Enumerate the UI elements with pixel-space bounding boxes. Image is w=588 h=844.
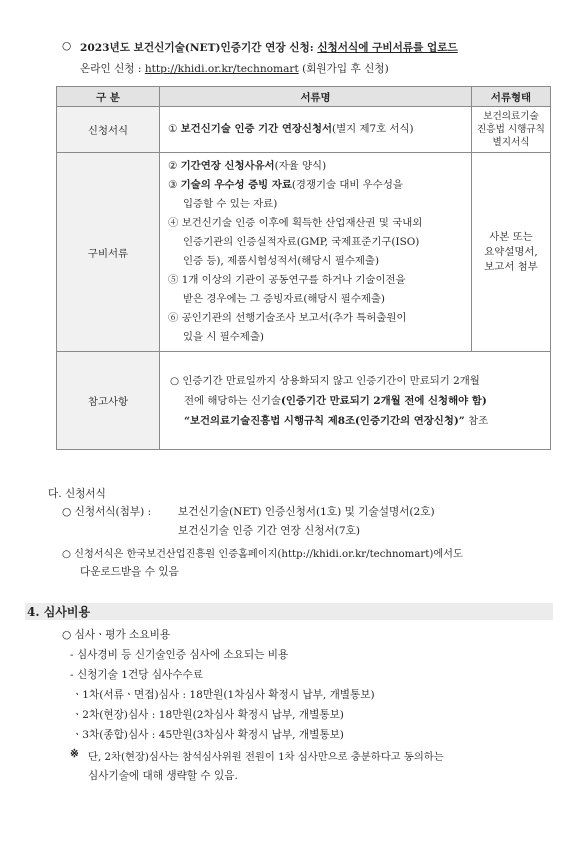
section4-header-bar [25, 603, 553, 620]
item-continuation: 있을 시 필수제출) [183, 331, 264, 343]
cost-line: - 신청기술 1건당 심사수수료 [70, 669, 203, 681]
notes-line [170, 371, 542, 391]
row-category-notes: 참고사항 [57, 352, 160, 450]
application-form-line [160, 116, 471, 143]
technomart-link[interactable]: http://khidi.or.kr/technomart [144, 63, 299, 75]
notes-line [170, 411, 542, 431]
form-type-line: 보고서 첨부 [484, 260, 538, 273]
notes-cell [160, 352, 551, 450]
table-row [57, 352, 551, 450]
header-document-type: 서류형태 [472, 87, 551, 107]
forms-download-line1: ○ 신청서식은 한국보건산업진흥원 인증홈페이지(http://khidi.or.kr/technomart)에서도 [62, 549, 463, 560]
item-number: ④ [168, 217, 179, 229]
notes-reference: 참조 [464, 414, 489, 427]
item-title: 기간연장 신청사유서 [180, 160, 275, 172]
list-item [168, 176, 463, 195]
online-application-line [80, 61, 389, 76]
notes-bullet: ○ [170, 374, 180, 387]
row-category-required-documents: 구비서류 [57, 153, 160, 352]
form-type-line: 별지서식 [492, 137, 530, 148]
forms-attachment-label: ○ 신청서식(첨부) : [62, 506, 152, 518]
list-item [168, 271, 463, 290]
item-text: (경쟁기술 대비 우수성을 [291, 179, 403, 191]
forms-download-line2: 다운로드받을 수 있음 [80, 566, 179, 578]
item-title: 기술의 우수성 증빙 자료 [180, 179, 292, 191]
submission-instruction [80, 40, 458, 55]
application-form-title: 보건신기술 인증 기간 연장신청서 [180, 123, 333, 135]
item-continuation: 인증 등), 제품시험성적서(해당시 필수제출) [183, 255, 380, 267]
item-number: ② [168, 160, 178, 172]
required-documents-type [472, 153, 551, 352]
section4-heading [27, 603, 90, 620]
cost-line: ○ 심사ㆍ평가 소요비용 [62, 629, 171, 641]
forms-attachment-line1: 보건신기술(NET) 인증신청서(1호) 및 기술설명서(2호) [178, 506, 435, 518]
header-document-name: 서류명 [160, 87, 472, 107]
notes-line1: 인증기간 만료일까지 상용화되지 않고 인증기간이 만료되기 2개월 [182, 374, 480, 387]
item-continuation: 입증할 수 있는 자료) [183, 198, 278, 210]
submission-bullet: ○ [62, 40, 72, 52]
list-item [168, 214, 463, 233]
online-application-label: 온라인 신청 : [80, 63, 145, 75]
form-type-line: 요약설명서, [484, 245, 538, 258]
form-type-line: 진흥법 시행규칙 [477, 124, 545, 135]
cost-line: - 심사경비 등 신기술인증 심사에 소요되는 비용 [70, 649, 289, 661]
item-continuation: 인증기관의 인증실적자료(GMP, 국제표준기구(ISO) [183, 236, 420, 248]
notes-text [160, 365, 550, 437]
section4-title: 심사비용 [43, 605, 91, 619]
notes-line2: 전에 해당하는 신기술 [184, 394, 281, 407]
header-category: 구 분 [57, 87, 160, 107]
membership-note: (회원가입 후 신청) [298, 63, 389, 75]
section-da-title: 다. 신청서식 [48, 488, 106, 500]
form-type-line: 사본 또는 [489, 230, 533, 243]
application-form-note: (별지 제7호 서식) [332, 123, 414, 135]
cost-line: ㆍ1차(서류ㆍ면접)심사 : 18만원(1차심사 확정시 납부, 개별통보) [72, 689, 375, 701]
row-category-application-form: 신청서식 [57, 107, 160, 153]
note-line1: 단, 2차(현장)심사는 참석심사위원 전원이 1차 심사만으로 충분하다고 동의하는 [88, 751, 444, 763]
notes-line [170, 391, 542, 411]
list-item [168, 309, 463, 328]
item-number: ① [168, 123, 178, 135]
item-text: 공인기관의 선행기술조사 보고서(추가 특허출원이 [181, 312, 407, 324]
forms-attachment-line2: 보건신기술 인증 기간 연장 신청서(7호) [178, 525, 360, 537]
application-form-cell [160, 107, 472, 153]
notes-deadline: (인증기간 만료되기 2개월 전에 신청해야 함) [280, 394, 487, 407]
note-mark: ※ [70, 748, 79, 760]
cost-line: ㆍ3차(종합)심사 : 45만원(3차심사 확정시 납부, 개별통보) [72, 729, 344, 741]
item-number: ③ [168, 179, 178, 191]
required-documents-cell [160, 153, 472, 352]
notes-regulation: “보건의료기술진흥법 시행규칙 제8조(인증기간의 연장신청)” [184, 414, 465, 427]
note-line2: 심사기술에 대해 생략할 수 있음. [88, 770, 238, 782]
section4-number: 4. [27, 605, 40, 619]
documents-table [56, 86, 551, 450]
table-row [57, 107, 551, 153]
item-text: (자율 양식) [274, 160, 327, 172]
form-type-line: 보건의료기술 [483, 111, 539, 122]
item-number: ⑥ [168, 312, 179, 324]
submission-instruction-text: 2023년도 보건신기술(NET)인증기간 연장 신청: [80, 42, 318, 54]
cost-line: ㆍ2차(현장)심사 : 18만원(2차심사 확정시 납부, 개별통보) [72, 709, 344, 721]
table-header-row [57, 87, 551, 107]
upload-instruction: 신청서식에 구비서류를 업로드 [317, 42, 458, 54]
item-continuation: 받은 경우에는 그 증빙자료(해당시 필수제출) [183, 293, 385, 305]
item-text: 1개 이상의 기관이 공동연구를 하거나 기술이전을 [181, 274, 406, 286]
required-documents-list [160, 153, 471, 351]
application-form-type [472, 107, 551, 153]
item-text: 보건신기술 인증 이후에 획득한 산업재산권 및 국내외 [181, 217, 423, 229]
table-row [57, 153, 551, 352]
list-item [168, 157, 463, 176]
item-number: ⑤ [168, 274, 179, 286]
